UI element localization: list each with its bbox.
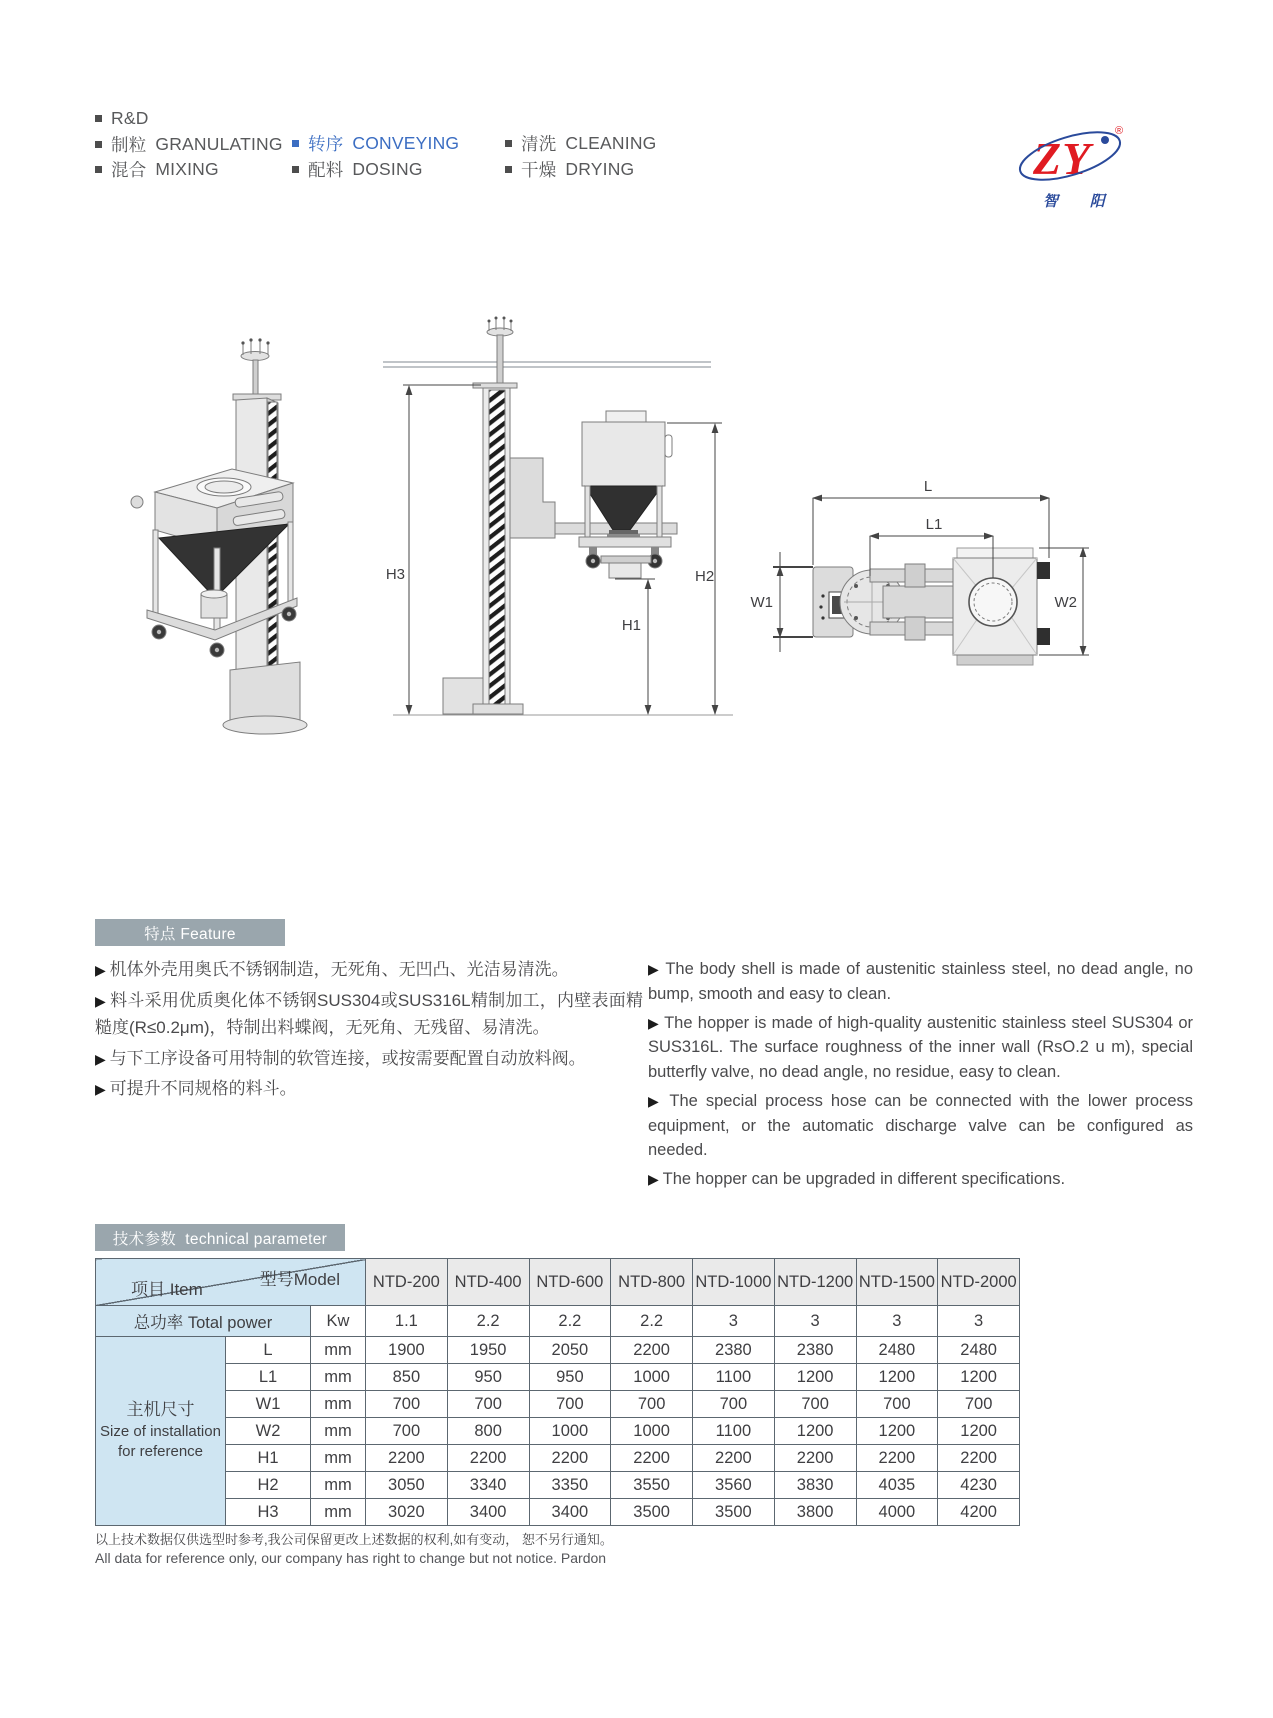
dimension-value: 700 [366,1418,448,1445]
unit-cell: mm [311,1499,366,1526]
total-power-label: 总功率 Total power [96,1306,311,1337]
nav-item-zh: 转序 [308,134,344,155]
dimension-value: 2200 [611,1445,693,1472]
dim-label-l: L [923,478,933,495]
nav-item [292,131,459,157]
dimension-value: 2200 [774,1445,856,1472]
dimension-value: 3830 [774,1472,856,1499]
technical-drawings [85,280,1185,740]
nav-item [505,157,656,183]
feature-item: ▶ 机体外壳用奥氏不锈钢制造，无死角、无凹凸、光洁易清洗。 [95,957,643,984]
nav-item [95,106,283,132]
model-header: NTD-600 [529,1259,611,1306]
dimension-value: 1200 [938,1418,1020,1445]
nav-item [505,131,656,157]
power-unit: Kw [311,1306,366,1337]
dimension-value: 2480 [856,1337,938,1364]
diagonal-header-cell [96,1259,366,1306]
nav-item-zh: 干燥 [521,159,557,180]
dimension-value: 1200 [774,1418,856,1445]
dimension-value: 2200 [447,1445,529,1472]
dimension-value: 950 [447,1364,529,1391]
unit-cell: mm [311,1364,366,1391]
dim-label-h1: H1 [621,617,641,634]
dimension-value: 2480 [938,1337,1020,1364]
dimension-value: 1200 [938,1364,1020,1391]
table-row [96,1364,1020,1391]
feature-item: ▶ 可提升不同规格的料斗。 [95,1076,643,1103]
dimension-label: W2 [226,1418,311,1445]
dimension-value: 1200 [856,1418,938,1445]
dimension-value: 700 [529,1391,611,1418]
dimension-label: L [226,1337,311,1364]
nav-item-en: GRANULATING [155,133,283,154]
nav-item-en: DRYING [565,158,635,179]
nav-item-zh: 配料 [308,159,344,180]
dimension-value: 3050 [366,1472,448,1499]
dim-label-h2: H2 [695,568,715,585]
dimension-value: 2200 [856,1445,938,1472]
power-value: 3 [774,1306,856,1337]
model-header: NTD-1000 [693,1259,775,1306]
feature-item: ▶ The hopper is made of high-quality austenitic stainless steel SUS304 or SUS316L. The surface roughness of the inner wall (RsO.2 u m), special butterfly valve, no dead angle, no residue, easy to clean. [648,1011,1193,1085]
dimension-label: H1 [226,1445,311,1472]
dimension-value: 800 [447,1418,529,1445]
dimension-value: 2200 [529,1445,611,1472]
model-label: 型号Model [259,1270,341,1289]
table-row [96,1472,1020,1499]
dimension-value: 3020 [366,1499,448,1526]
dimension-value: 4230 [938,1472,1020,1499]
nav-column-1 [95,106,283,183]
unit-cell: mm [311,1391,366,1418]
table-row [96,1337,1020,1364]
dimension-value: 3500 [693,1499,775,1526]
size-group-cell: 主机尺寸 Size of installation for reference [96,1337,226,1526]
feature-item: ▶ The body shell is made of austenitic stainless steel, no dead angle, no bump, smooth and easy to clean. [648,957,1193,1007]
power-value: 1.1 [366,1306,448,1337]
dimension-value: 700 [366,1391,448,1418]
model-header: NTD-800 [611,1259,693,1306]
dimension-value: 2200 [938,1445,1020,1472]
brand-logo [1015,116,1133,216]
dimension-value: 4200 [938,1499,1020,1526]
feature-item: ▶ The special process hose can be connected with the lower process equipment, or the automatic discharge valve can be configured as needed. [648,1089,1193,1163]
footnote [95,1532,613,1567]
dim-label-h3: H3 [385,566,405,583]
total-power-row [96,1306,1020,1337]
square-bullet-icon [95,166,102,173]
square-bullet-icon [505,166,512,173]
square-bullet-icon [292,140,299,147]
dim-label-w2: W2 [1054,594,1077,611]
unit-cell: mm [311,1337,366,1364]
item-label: 项目 Item [131,1280,203,1299]
dimension-label: H3 [226,1499,311,1526]
nav-item-zh: 清洗 [521,134,557,155]
model-header: NTD-1200 [774,1259,856,1306]
nav-column-2 [292,131,459,182]
model-header-row [96,1259,1020,1306]
nav-item-en: CLEANING [565,133,657,154]
logo-subtext: 智 阳 [1043,194,1119,210]
power-value: 3 [693,1306,775,1337]
dimension-value: 3340 [447,1472,529,1499]
power-value: 2.2 [529,1306,611,1337]
dimension-value: 3400 [529,1499,611,1526]
dimension-value: 1100 [693,1364,775,1391]
unit-cell: mm [311,1472,366,1499]
unit-cell: mm [311,1418,366,1445]
dimension-value: 1900 [366,1337,448,1364]
dimension-value: 2050 [529,1337,611,1364]
table-row [96,1499,1020,1526]
dimension-value: 3400 [447,1499,529,1526]
elevation-view [383,317,733,716]
dim-label-l1: L1 [925,516,943,533]
dimension-value: 700 [611,1391,693,1418]
nav-item-en: R&D [111,108,149,129]
unit-cell: mm [311,1445,366,1472]
nav-item [95,157,283,183]
power-value: 3 [938,1306,1020,1337]
dimension-value: 850 [366,1364,448,1391]
dimension-label: L1 [226,1364,311,1391]
registered-mark: ® [1115,125,1124,137]
square-bullet-icon [95,115,102,122]
model-header: NTD-1500 [856,1259,938,1306]
technical-parameter-table [95,1258,1020,1526]
dimension-value: 1950 [447,1337,529,1364]
nav-item-en: DOSING [352,158,423,179]
dimension-value: 3350 [529,1472,611,1499]
dimension-label: H2 [226,1472,311,1499]
dimension-value: 1100 [693,1418,775,1445]
table-row [96,1445,1020,1472]
dimension-value: 1200 [856,1364,938,1391]
power-value: 2.2 [611,1306,693,1337]
isometric-view [131,338,307,734]
feature-section-badge: 特点 Feature [95,919,285,946]
feature-item: ▶ 料斗采用优质奥化体不锈钢SUS304或SUS316L精制加工，内壁表面精糙度(R≤0.2μm)，特制出料蝶阀，无死角、无残留、易清洗。 [95,988,643,1042]
dimension-value: 3500 [611,1499,693,1526]
feature-item: ▶ The hopper can be upgraded in different specifications. [648,1167,1193,1192]
feature-list-english [648,957,1193,1196]
feature-list-chinese [95,957,643,1107]
square-bullet-icon [292,166,299,173]
logo-zy-text: ZY [1033,133,1092,184]
nav-item-en: CONVEYING [352,133,460,154]
dimension-value: 4035 [856,1472,938,1499]
nav-item-zh: 制粒 [111,134,147,155]
power-value: 2.2 [447,1306,529,1337]
dimension-value: 700 [856,1391,938,1418]
zy-logo-icon [1015,116,1133,216]
nav-item [292,157,459,183]
nav-column-3 [505,131,656,182]
footnote-english: All data for reference only, our company has right to change but not notice. Pardon [95,1549,607,1566]
dim-label-w1: W1 [750,594,773,611]
dimension-value: 2380 [774,1337,856,1364]
dimension-value: 1200 [774,1364,856,1391]
dimension-value: 3550 [611,1472,693,1499]
dimension-value: 1000 [611,1364,693,1391]
dimension-label: W1 [226,1391,311,1418]
plan-view [751,478,1090,665]
dimension-value: 2200 [366,1445,448,1472]
model-header: NTD-400 [447,1259,529,1306]
nav-item [95,132,283,158]
dimension-value: 2200 [611,1337,693,1364]
dimension-value: 700 [774,1391,856,1418]
dimension-value: 700 [447,1391,529,1418]
dimension-value: 700 [938,1391,1020,1418]
model-header: NTD-2000 [938,1259,1020,1306]
power-value: 3 [856,1306,938,1337]
table-row [96,1418,1020,1445]
dimension-value: 2200 [693,1445,775,1472]
dimension-value: 4000 [856,1499,938,1526]
table-row [96,1391,1020,1418]
square-bullet-icon [95,141,102,148]
footnote-chinese: 以上技术数据仅供选型时参考,我公司保留更改上述数据的权利,如有变动， 恕不另行通知。 [95,1532,613,1547]
dimension-value: 3560 [693,1472,775,1499]
dimension-value: 1000 [529,1418,611,1445]
technical-parameter-table-wrap [95,1258,1020,1526]
nav-item-en: MIXING [155,159,219,180]
nav-item-zh: 混合 [111,160,147,181]
technical-parameter-badge: 技术参数 technical parameter [95,1224,345,1251]
model-header: NTD-200 [366,1259,448,1306]
dimension-value: 1000 [611,1418,693,1445]
feature-item: ▶ 与下工序设备可用特制的软管连接，或按需要配置自动放料阀。 [95,1046,643,1073]
dimension-value: 700 [693,1391,775,1418]
dimension-value: 2380 [693,1337,775,1364]
dimension-value: 950 [529,1364,611,1391]
dimension-value: 3800 [774,1499,856,1526]
square-bullet-icon [505,140,512,147]
